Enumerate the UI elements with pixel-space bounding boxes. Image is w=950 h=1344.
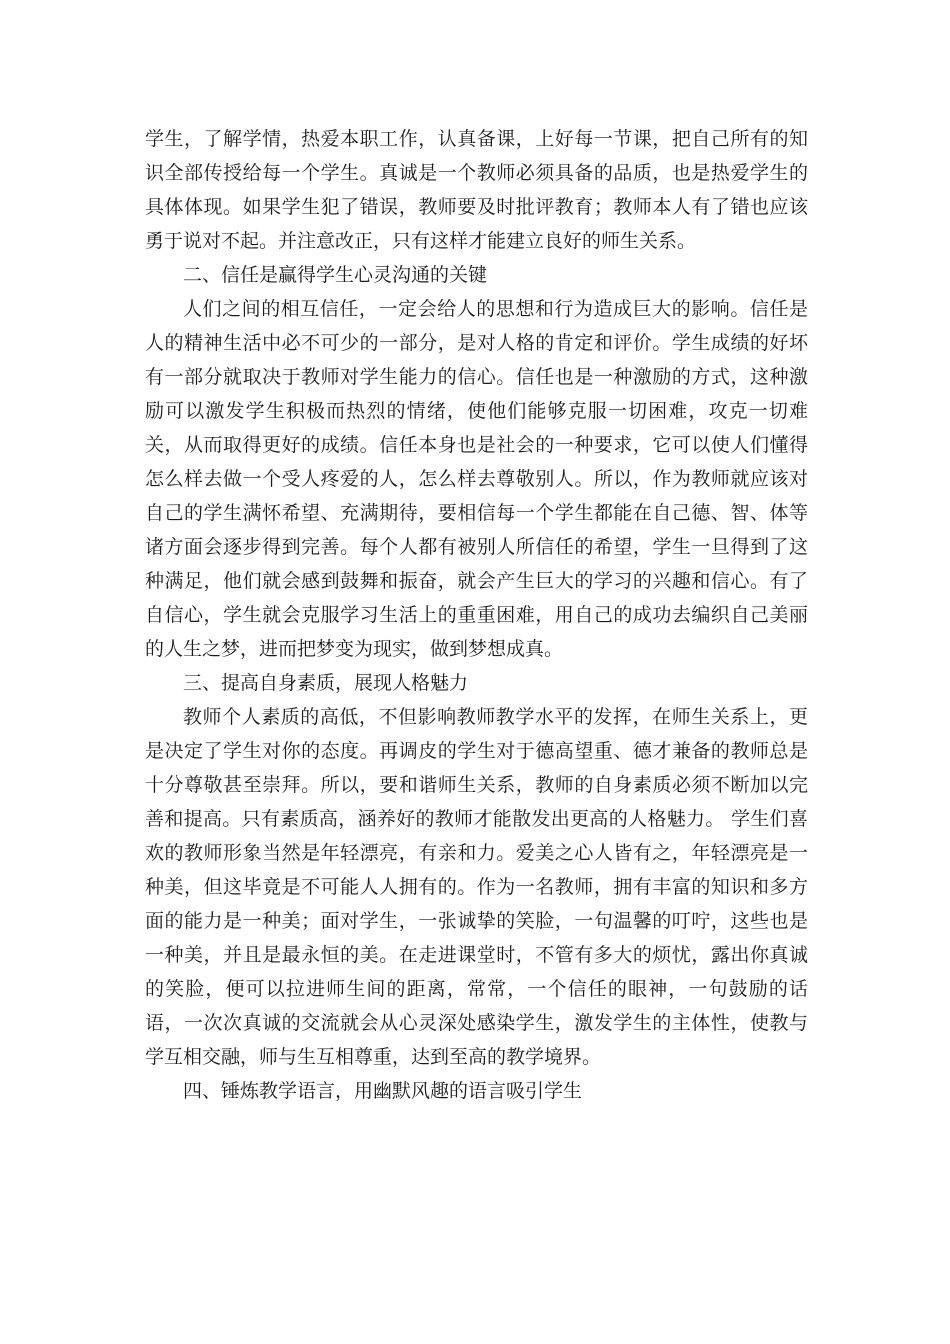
section-heading-2: 二、信任是赢得学生心灵沟通的关键	[183, 264, 488, 286]
document-page	[145, 122, 808, 1108]
paragraph-continued: 学生，了解学情，热爱本职工作，认真备课，上好每一节课，把自己所有的知识全部传授给每一个学生。真诚是一个教师必须具备的品质，也是热爱学生的具体体现。如果学生犯了错误，教师要及时批评教育；教师本人有了错也应该勇于说对不起。并注意改正，只有这样才能建立良好的师生关系。	[145, 128, 808, 252]
section-heading-3: 三、提高自身素质，展现人格魅力	[183, 672, 469, 694]
paragraph-trust: 人们之间的相互信任，一定会给人的思想和行为造成巨大的影响。信任是人的精神生活中必不可少的一部分，是对人格的肯定和评价。学生成绩的好坏有一部分就取决于教师对学生能力的信心。信任也是一种激励的方式，这种激励可以激发学生积极而热烈的情绪，使他们能够克服一切困难，攻克一切难关，从而取得更好的成绩。信任本身也是社会的一种要求，它可以使人们懂得怎么样去做一个受人疼爱的人，怎么样去尊敬别人。所以，作为教师就应该对自己的学生满怀希望、充满期待，要相信每一个学生都能在自己德、智、体等诸方面会逐步得到完善。每个人都有被别人所信任的希望，学生一旦得到了这种满足，他们就会感到鼓舞和振奋，就会产生巨大的学习的兴趣和信心。有了自信心，学生就会克服学习生活上的重重困难，用自己的成功去编织自己美丽的人生之梦，进而把梦变为现实，做到梦想成真。	[145, 298, 808, 660]
paragraph-quality: 教师个人素质的高低，不但影响教师教学水平的发挥，在师生关系上，更是决定了学生对你的态度。再调皮的学生对于德高望重、德才兼备的教师总是十分尊敬甚至崇拜。所以，要和谐师生关系，教师的自身素质必须不断加以完善和提高。只有素质高，涵养好的教师才能散发出更高的人格魅力。 学生们喜欢的教师形象当然是年轻漂亮，有亲和力。爱美之心人皆有之，年轻漂亮是一种美，但这毕竟是不可能人人拥有的。作为一名教师，拥有丰富的知识和多方面的能力是一种美；面对学生，一张诚挚的笑脸，一句温馨的叮咛，这些也是一种美，并且是最永恒的美。在走进课堂时，不管有多大的烦忧，露出你真诚的笑脸，便可以拉进师生间的距离，常常，一个信任的眼神，一句鼓励的话语，一次次真诚的交流就会从心灵深处感染学生，激发学生的主体性，使教与学互相交融，师与生互相尊重，达到至高的教学境界。	[145, 706, 808, 1068]
section-heading-4: 四、锤炼教学语言，用幽默风趣的语言吸引学生	[183, 1080, 583, 1102]
